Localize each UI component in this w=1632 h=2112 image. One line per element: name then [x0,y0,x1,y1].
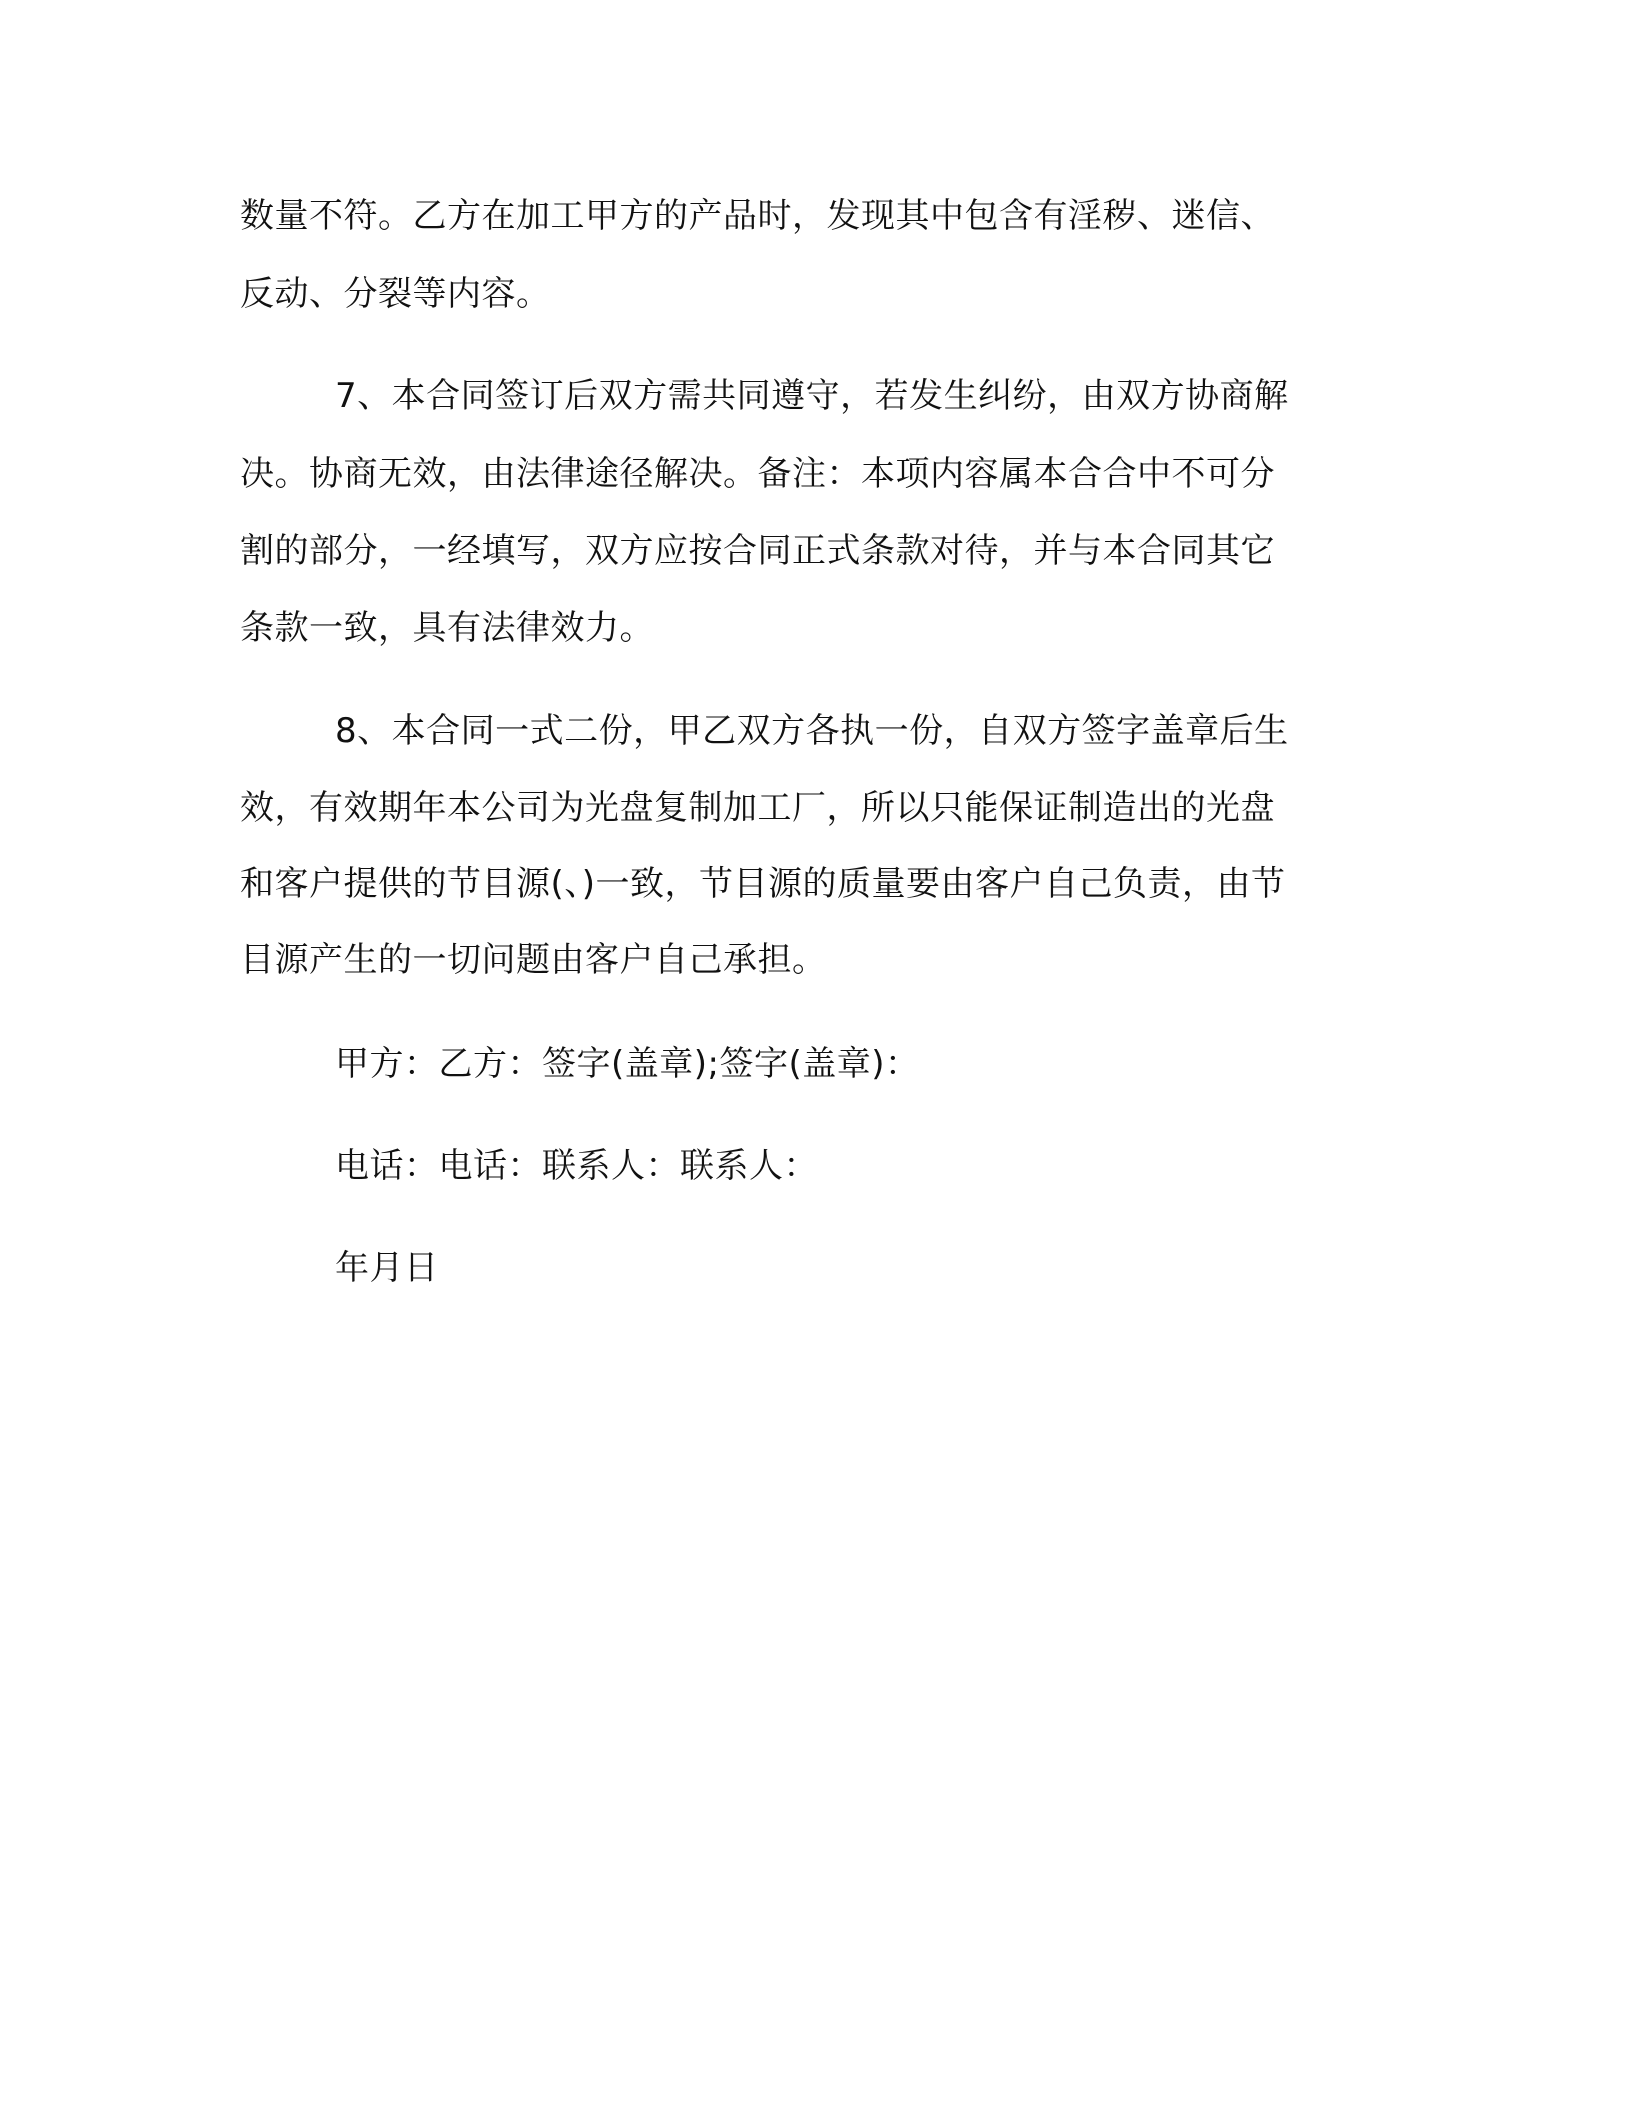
text-line: 割的部分，一经填写，双方应按合同正式条款对待，并与本合同其它 [240,531,1275,571]
text-line: 效，有效期年本公司为光盘复制加工厂，所以只能保证制造出的光盘 [240,788,1275,828]
clause-8-line: 8、本合同一式二份，甲乙双方各执一份，自双方签字盖章后生 [335,711,1289,751]
text-line: 决。协商无效，由法律途径解决。备注：本项内容属本合合中不可分 [240,454,1275,494]
text-line: 目源产生的一切问题由客户自己承担。 [240,940,827,980]
text-line: 反动、分裂等内容。 [240,274,551,314]
clause-7-line: 7、本合同签订后双方需共同遵守，若发生纠纷，由双方协商解 [335,376,1289,416]
date-line: 年月日 [335,1248,439,1288]
text-line: 数量不符。乙方在加工甲方的产品时，发现其中包含有淫秽、迷信、 [240,196,1275,236]
signature-line: 甲方：乙方：签字(盖章);签字(盖章)： [335,1044,920,1084]
phone-contact-line: 电话：电话：联系人：联系人： [335,1146,818,1186]
text-line: 和客户提供的节目源(、)一致，节目源的质量要由客户自己负责，由节 [240,864,1286,904]
text-line: 条款一致，具有法律效力。 [240,608,654,648]
